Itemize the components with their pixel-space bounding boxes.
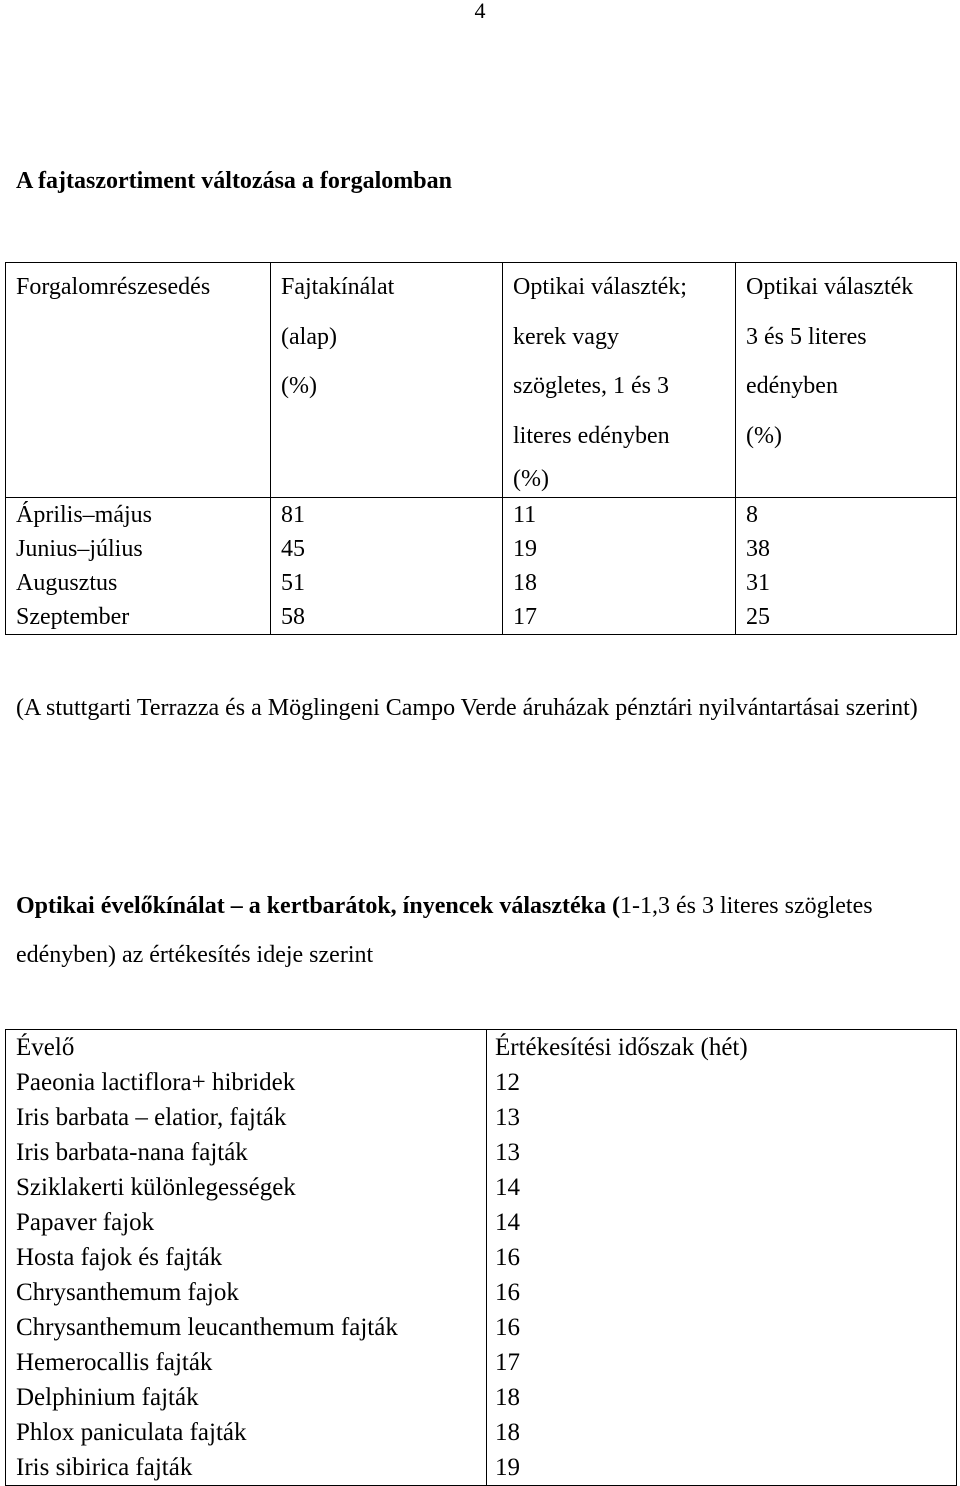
table-row: Szeptember 58 17 25	[6, 600, 957, 635]
page-number: 4	[474, 0, 486, 23]
table-row: Paeonia lactiflora+ hibridek 12	[6, 1065, 957, 1100]
table-row: Chrysanthemum leucanthemum fajták 16	[6, 1310, 957, 1345]
table-row: Hosta fajok és fajták 16	[6, 1240, 957, 1275]
section-title-2-bold: Optikai évelőkínálat – a kertbarátok, ínyencek választéka (	[16, 893, 620, 919]
table-row: Iris sibirica fajták 19	[6, 1450, 957, 1486]
table-row: Chrysanthemum fajok 16	[6, 1275, 957, 1310]
table-row: Papaver fajok 14	[6, 1205, 957, 1240]
table-row: Augusztus 51 18 31	[6, 566, 957, 600]
section-title: A fajtaszortiment változása a forgalomban	[16, 168, 452, 194]
table-row: Phlox paniculata fajták 18	[6, 1415, 957, 1450]
header-base-offer: Fajtakínálat (alap) (%)	[271, 263, 503, 498]
section-title-2	[16, 882, 946, 980]
header-large-container: Optikai választék 3 és 5 literes edényben (%)	[736, 263, 957, 498]
header-sales-period: Értékesítési időszak (hét)	[487, 1030, 957, 1066]
source-note: (A stuttgarti Terrazza és a Möglingeni Campo Verde áruházak pénztári nyilvántartásai szerint)	[16, 695, 918, 721]
table-row: Iris barbata-nana fajták 13	[6, 1135, 957, 1170]
header-share: Forgalomrészesedés	[6, 263, 271, 498]
table-header-row	[6, 263, 957, 498]
table-row: Junius–július 45 19 38	[6, 532, 957, 566]
table-row: Delphinium fajták 18	[6, 1380, 957, 1415]
table-row: Iris barbata – elatior, fajták 13	[6, 1100, 957, 1135]
table-row: Hemerocallis fajták 17	[6, 1345, 957, 1380]
header-perennial: Évelő	[6, 1030, 487, 1066]
header-small-container: Optikai választék; kerek vagy szögletes, 1 és 3 literes edényben (%)	[503, 263, 736, 498]
section-title-2-normal: 1-1,3 és 3 literes szögletes edényben) az értékesítés ideje szerint	[16, 893, 873, 968]
perennial-sales-table	[5, 1029, 957, 1486]
table-row: Sziklakerti különlegességek 14	[6, 1170, 957, 1205]
table-header-row	[6, 1030, 957, 1066]
table-row: Április–május 81 11 8	[6, 498, 957, 533]
sales-share-table	[5, 262, 957, 635]
